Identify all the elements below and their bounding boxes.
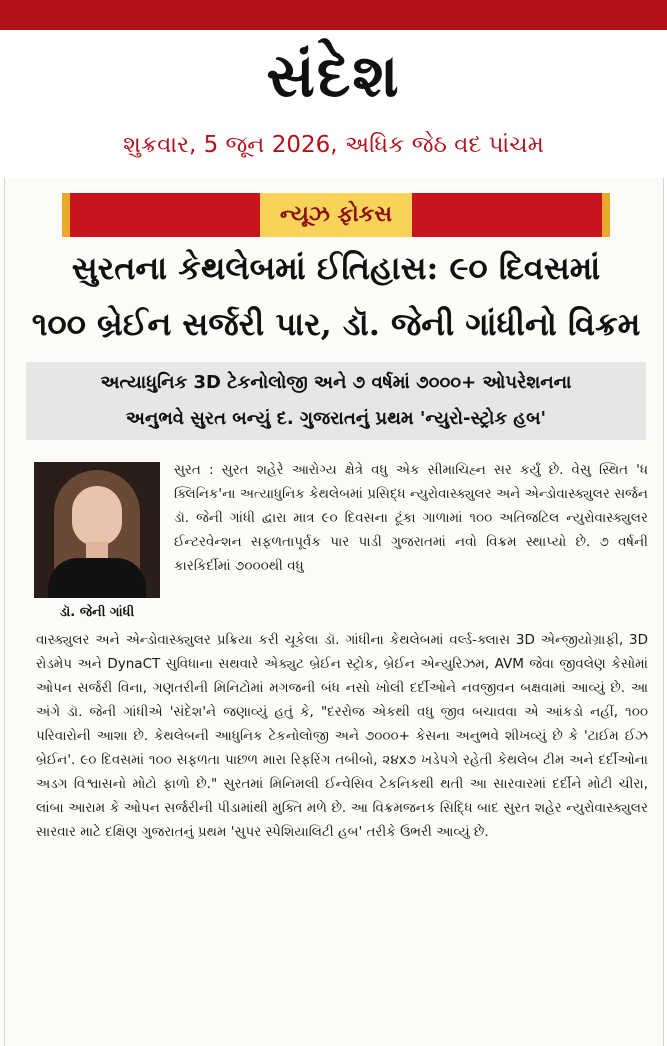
newspaper-masthead: સંદેશ	[266, 41, 401, 111]
subheadline-box	[26, 362, 646, 440]
subheadline-line-1: અત્યાધુનિક 3D ટેકનોલોજી અને ૭ વર્ષમાં ૭૦૦૦+ ઓપરેશનના	[100, 372, 572, 393]
dateline: શુક્રવાર, 5 જૂન 2026, અધિક જેઠ વદ પાંચમ	[123, 132, 544, 158]
section-tag-bar	[62, 193, 610, 237]
headline-line-2: ૧૦૦ બ્રેઈન સર્જરી પાર, ડૉ. જેની ગાંધીનો વિક્રમ	[31, 305, 641, 343]
headline-line-1: સુરતના કેથલેબમાં ઈતિહાસ: ૯૦ દિવસમાં	[71, 249, 601, 287]
portrait-photo-icon	[34, 462, 160, 598]
photo-caption: ડૉ. જેની ગાંધી	[59, 605, 135, 620]
article-intro: સુરત : સુરત શહેરે આરોગ્ય ક્ષેત્રે વધુ એક સીમાચિહ્ન સર કર્યું છે. વેસુ સ્થિત 'ધ ક્લિનિક'ના અત્યાધુનિક કેથલેબમાં પ્રસિદ્ધ ન્યુરોવાસ્ક્યુલર અને એન્ડોવાસ્ક્યુલર સર્જન ડૉ. જેની ગાંધી દ્વારા માત્ર ૯૦ દિવસના ટૂંકા ગાળામાં ૧૦૦ અતિજટિલ ન્યુરોવાસ્ક્યુલર ઈન્ટરવેન્શન સફળતાપૂર્વક પાર પાડી ગુજરાતમાં નવો વિક્રમ સ્થાપ્યો છે. ૭ વર્ષની કારકિર્દીમાં ૭૦૦૦થી વધુ	[174, 462, 648, 574]
section-tag: ન્યૂઝ ફોકસ	[260, 193, 412, 237]
subheadline-line-2: અનુભવે સુરત બન્યું દ. ગુજરાતનું પ્રથમ 'ન્યુરો-સ્ટ્રોક હબ'	[125, 408, 547, 429]
top-red-bar	[0, 0, 667, 30]
article-body: વાસ્ક્યુલર અને એન્ડોવાસ્ક્યુલર પ્રક્રિયા કરી ચૂકેલા ડૉ. ગાંધીના કેથલેબમાં વર્લ્ડ-ક્લાસ 3D એન્જીયોગ્રાફી, 3D રોડમેપ અને DynaCT સુવિધાના સથવારે એક્યુટ બ્રેઈન સ્ટ્રોક, બ્રેઈન એન્યુરિઝમ, AVM જેવા જીવલેણ કેસોમાં ઓપન સર્જરી વિના, ગણતરીની મિનિટોમાં મગજની બંધ નસો ખોલી દર્દીઓને નવજીવન બક્ષવામાં આવ્યું છે. આ અંગે ડૉ. જેની ગાંધીએ 'સંદેશ'ને જણાવ્યું હતું કે, "દરરોજ એકથી વધુ જીવ બચાવવા એ આંકડો નહીં, ૧૦૦ પરિવારોની આશા છે. કેથલેબની આધુનિક ટેકનોલોજી અને ૭૦૦૦+ કેસના અનુભવે શીખવ્યું છે કે 'ટાઈમ ઈઝ બ્રેઈન'. ૯૦ દિવસમાં ૧૦૦ સફળતા પાછળ મારા રિફરિંગ તબીબો, ૨૪x૭ ખડેપગે રહેતી કેથલેબ ટીમ અને દર્દીઓના અડગ વિશ્વાસનો મોટો ફાળો છે." સુરતમાં મિનિમલી ઈન્વેસિવ ટેકનિકથી થતી આ સારવારમાં દર્દીને મોટી ચીરા, લાંબા આરામ કે ઓપન સર્જરીની પીડામાંથી મુક્તિ મળે છે. આ વિક્રમજનક સિદ્ધિ બાદ સુરત શહેર ન્યુરોવાસ્ક્યુલર સારવાર માટે દક્ષિણ ગુજરાતનું પ્રથમ 'સુપર સ્પેશિયાલિટી હબ' તરીકે ઉભરી આવ્યું છે.	[36, 632, 648, 840]
